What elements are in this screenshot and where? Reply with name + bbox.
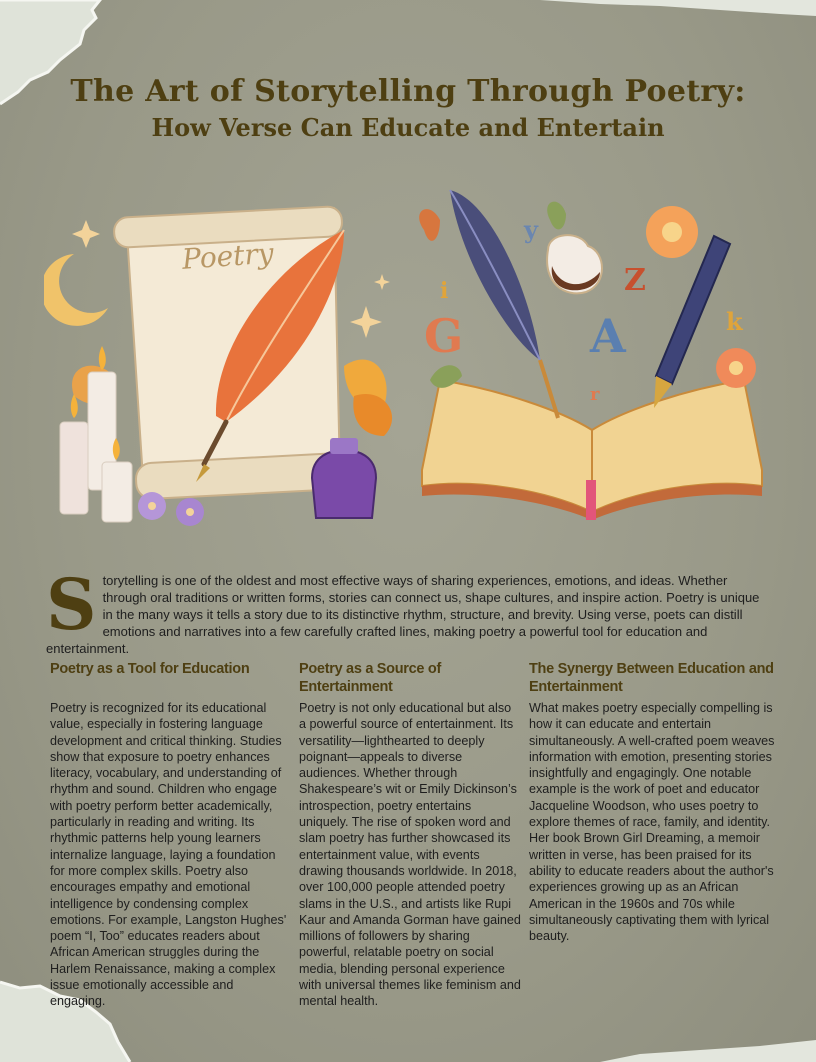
scroll-title: Poetry <box>180 236 275 276</box>
letter-A: A <box>590 309 626 363</box>
candle-icon <box>60 422 88 514</box>
letter-Z: Z <box>624 263 646 298</box>
letter-i: i <box>440 278 449 304</box>
open-book-illustration <box>410 180 780 520</box>
column-body: What makes poetry especially compelling is how it can educate and entertain simultaneously. A well-crafted poem weaves information with emotion, presenting stories insightfully and engagingly. One notable example is the work of poet and educator Jacqueline Woodson, who uses poetry to explore themes of race, family, and identity. Her book Brown Girl Dreaming, a memoir written in verse, has been praised for its ability to educate readers about the author's experiences growing up as an African American in the 1960s and 70s while simultaneously captivating them with lyrical beauty. <box>529 701 775 944</box>
letter-r: r <box>590 384 600 405</box>
column-entertainment <box>299 660 521 1010</box>
sparkle-icon <box>350 306 382 338</box>
intro-paragraph <box>46 563 766 657</box>
crescent-moon-icon <box>44 254 108 326</box>
candle-icon <box>102 462 132 522</box>
poetry-scroll-illustration <box>44 196 424 536</box>
column-body: Poetry is recognized for its educational value, especially in fostering language development and critical thinking. Studies show that exposure to poetry enhances literacy, vocabulary, and understanding of rhythm and sound. Children who engage with poetry perform better academically, particularly in reading and writing. Its rhythmic patterns help young learners internalize language, laying a foundation for more complex skills. Poetry also encourages empathy and emotional intelligence by condensing complex emotions. For example, Langston Hughes' poem “I, Too” educates readers about African American struggles during the Harlem Renaissance, making a complex issue emotionally accessible and engaging. <box>50 701 287 1009</box>
sparkle-icon <box>374 274 390 290</box>
title-line-2: How Verse Can Educate and Entertain <box>151 113 665 142</box>
column-heading: Poetry as a Source of Entertainment <box>299 661 441 695</box>
letter-y: y <box>524 215 538 244</box>
intro-text: torytelling is one of the oldest and most effective ways of sharing experiences, emotions, and ideas. Whether through oral traditions or written forms, stories can connect us, shape cultures, and inspire action. Poetry is unique in the many ways it tells a story due to its distinctive rhythm, structure, and brevity. Using verse, poets can distill emotions and narratives into a few carefully crafted lines, making poetry a powerful tool for education and entertainment. <box>46 573 760 656</box>
drop-cap: S <box>46 563 97 646</box>
page-title <box>0 74 816 144</box>
letter-G: G <box>424 309 464 363</box>
ink-bottle-icon <box>312 450 376 518</box>
column-synergy <box>529 660 775 944</box>
sparkle-icon <box>72 220 100 248</box>
column-heading: Poetry as a Tool for Education <box>50 661 250 677</box>
column-education <box>50 660 290 1010</box>
column-body: Poetry is not only educational but also a powerful source of entertainment. Its versatility—lighthearted to deeply poignant—appeals to diverse audiences. Whether through Shakespeare’s wit or Emily Dickinson’s introspection, poetry entertains uniquely. The rise of spoken word and slam poetry has further showcased its entertainment value, with events drawing thousands worldwide. In 2018, over 100,000 people attended poetry slams in the U.S., and artists like Rupi Kaur and Amanda Gorman have gained millions of followers by sharing powerful, relatable poetry on social media, blending personal experience with universal themes like feminism and mental health. <box>299 701 521 1009</box>
letter-k: k <box>726 307 743 336</box>
column-heading: The Synergy Between Education and Entertainment <box>529 661 774 695</box>
title-line-1: The Art of Storytelling Through Poetry: <box>70 74 746 109</box>
